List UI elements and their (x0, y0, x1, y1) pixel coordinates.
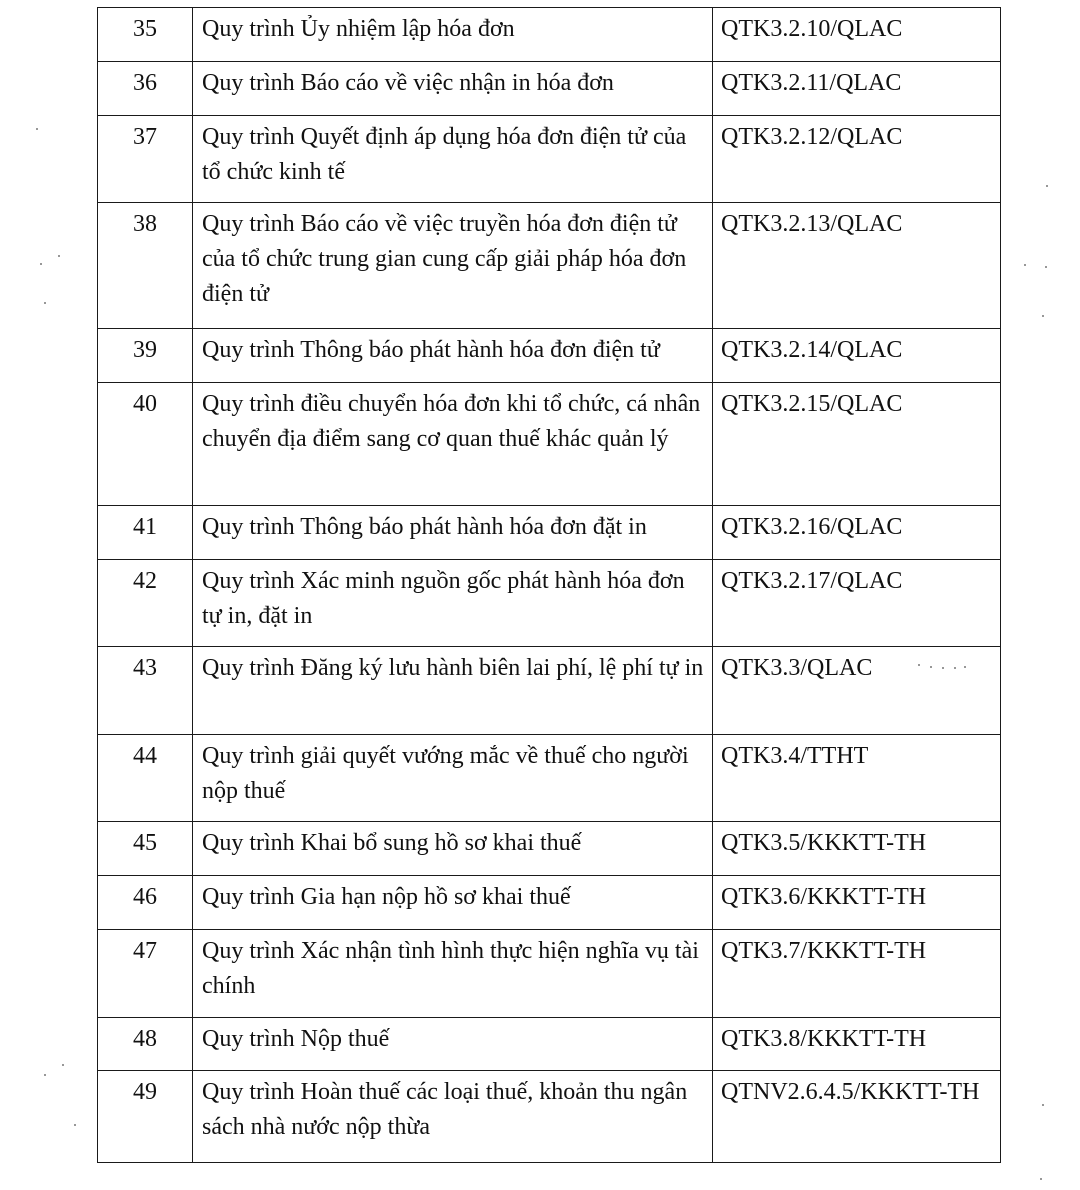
procedure-name: Quy trình Đăng ký lưu hành biên lai phí, lệ phí tự in (193, 647, 713, 735)
scan-speck (1045, 266, 1047, 268)
scan-speck (1042, 1104, 1044, 1106)
procedure-name: Quy trình Gia hạn nộp hồ sơ khai thuế (193, 876, 713, 930)
row-number: 39 (98, 329, 193, 383)
row-number: 49 (98, 1071, 193, 1163)
procedure-name: Quy trình Nộp thuế (193, 1018, 713, 1071)
procedure-code: QTK3.6/KKKTT-TH (713, 876, 1001, 930)
procedures-table (97, 7, 1001, 1163)
table-row (98, 116, 1001, 203)
scan-speck (74, 1124, 76, 1126)
table-row (98, 930, 1001, 1018)
scan-speck (1042, 315, 1044, 317)
table-row (98, 1071, 1001, 1163)
procedure-code: QTK3.2.10/QLAC (713, 8, 1001, 62)
table-row (98, 203, 1001, 329)
table-row (98, 560, 1001, 647)
procedure-code: QTK3.2.12/QLAC (713, 116, 1001, 203)
scan-speck (62, 1064, 64, 1066)
table-row (98, 62, 1001, 116)
procedure-name: Quy trình Hoàn thuế các loại thuế, khoản thu ngân sách nhà nước nộp thừa (193, 1071, 713, 1163)
procedure-code: QTK3.2.17/QLAC (713, 560, 1001, 647)
row-number: 40 (98, 383, 193, 506)
procedures-table-body (98, 8, 1001, 1163)
procedure-name: Quy trình Khai bổ sung hồ sơ khai thuế (193, 822, 713, 876)
row-number: 37 (98, 116, 193, 203)
scan-speck (58, 255, 60, 257)
row-number: 47 (98, 930, 193, 1018)
scan-speck (964, 666, 966, 668)
procedure-name: Quy trình Xác minh nguồn gốc phát hành hóa đơn tự in, đặt in (193, 560, 713, 647)
scan-speck (954, 667, 956, 669)
scan-speck (44, 1074, 46, 1076)
scan-speck (1024, 264, 1026, 266)
procedure-name: Quy trình giải quyết vướng mắc về thuế cho người nộp thuế (193, 735, 713, 822)
row-number: 46 (98, 876, 193, 930)
table-row (98, 876, 1001, 930)
procedure-name: Quy trình Báo cáo về việc nhận in hóa đơn (193, 62, 713, 116)
row-number: 44 (98, 735, 193, 822)
procedure-name: Quy trình Thông báo phát hành hóa đơn đặt in (193, 506, 713, 560)
table-row (98, 1018, 1001, 1071)
scan-speck (1040, 1178, 1042, 1180)
row-number: 45 (98, 822, 193, 876)
procedure-name: Quy trình Ủy nhiệm lập hóa đơn (193, 8, 713, 62)
table-row (98, 8, 1001, 62)
procedure-name: Quy trình Thông báo phát hành hóa đơn điện tử (193, 329, 713, 383)
procedure-code: QTNV2.6.4.5/KKKTT-TH (713, 1071, 1001, 1163)
table-row (98, 735, 1001, 822)
scan-speck (930, 666, 932, 668)
procedure-code: QTK3.4/TTHT (713, 735, 1001, 822)
scan-speck (918, 664, 920, 666)
row-number: 38 (98, 203, 193, 329)
procedure-code: QTK3.2.14/QLAC (713, 329, 1001, 383)
row-number: 43 (98, 647, 193, 735)
procedure-code: QTK3.3/QLAC (713, 647, 1001, 735)
procedure-code: QTK3.2.16/QLAC (713, 506, 1001, 560)
scan-speck (942, 667, 944, 669)
procedure-code: QTK3.7/KKKTT-TH (713, 930, 1001, 1018)
scan-speck (36, 128, 38, 130)
row-number: 48 (98, 1018, 193, 1071)
procedure-code: QTK3.5/KKKTT-TH (713, 822, 1001, 876)
procedure-name: Quy trình Xác nhận tình hình thực hiện nghĩa vụ tài chính (193, 930, 713, 1018)
row-number: 41 (98, 506, 193, 560)
row-number: 42 (98, 560, 193, 647)
procedure-code: QTK3.8/KKKTT-TH (713, 1018, 1001, 1071)
scan-speck (44, 302, 46, 304)
procedure-name: Quy trình Quyết định áp dụng hóa đơn điện tử của tổ chức kinh tế (193, 116, 713, 203)
row-number: 36 (98, 62, 193, 116)
procedure-code: QTK3.2.11/QLAC (713, 62, 1001, 116)
scan-speck (1046, 185, 1048, 187)
scan-speck (40, 263, 42, 265)
table-row (98, 647, 1001, 735)
table-row (98, 383, 1001, 506)
procedure-code: QTK3.2.15/QLAC (713, 383, 1001, 506)
row-number: 35 (98, 8, 193, 62)
table-row (98, 329, 1001, 383)
table-row (98, 506, 1001, 560)
procedure-code: QTK3.2.13/QLAC (713, 203, 1001, 329)
procedure-name: Quy trình Báo cáo về việc truyền hóa đơn điện tử của tổ chức trung gian cung cấp giải pháp hóa đơn điện tử (193, 203, 713, 329)
procedure-name: Quy trình điều chuyển hóa đơn khi tổ chức, cá nhân chuyển địa điểm sang cơ quan thuế khác quản lý (193, 383, 713, 506)
table-row (98, 822, 1001, 876)
